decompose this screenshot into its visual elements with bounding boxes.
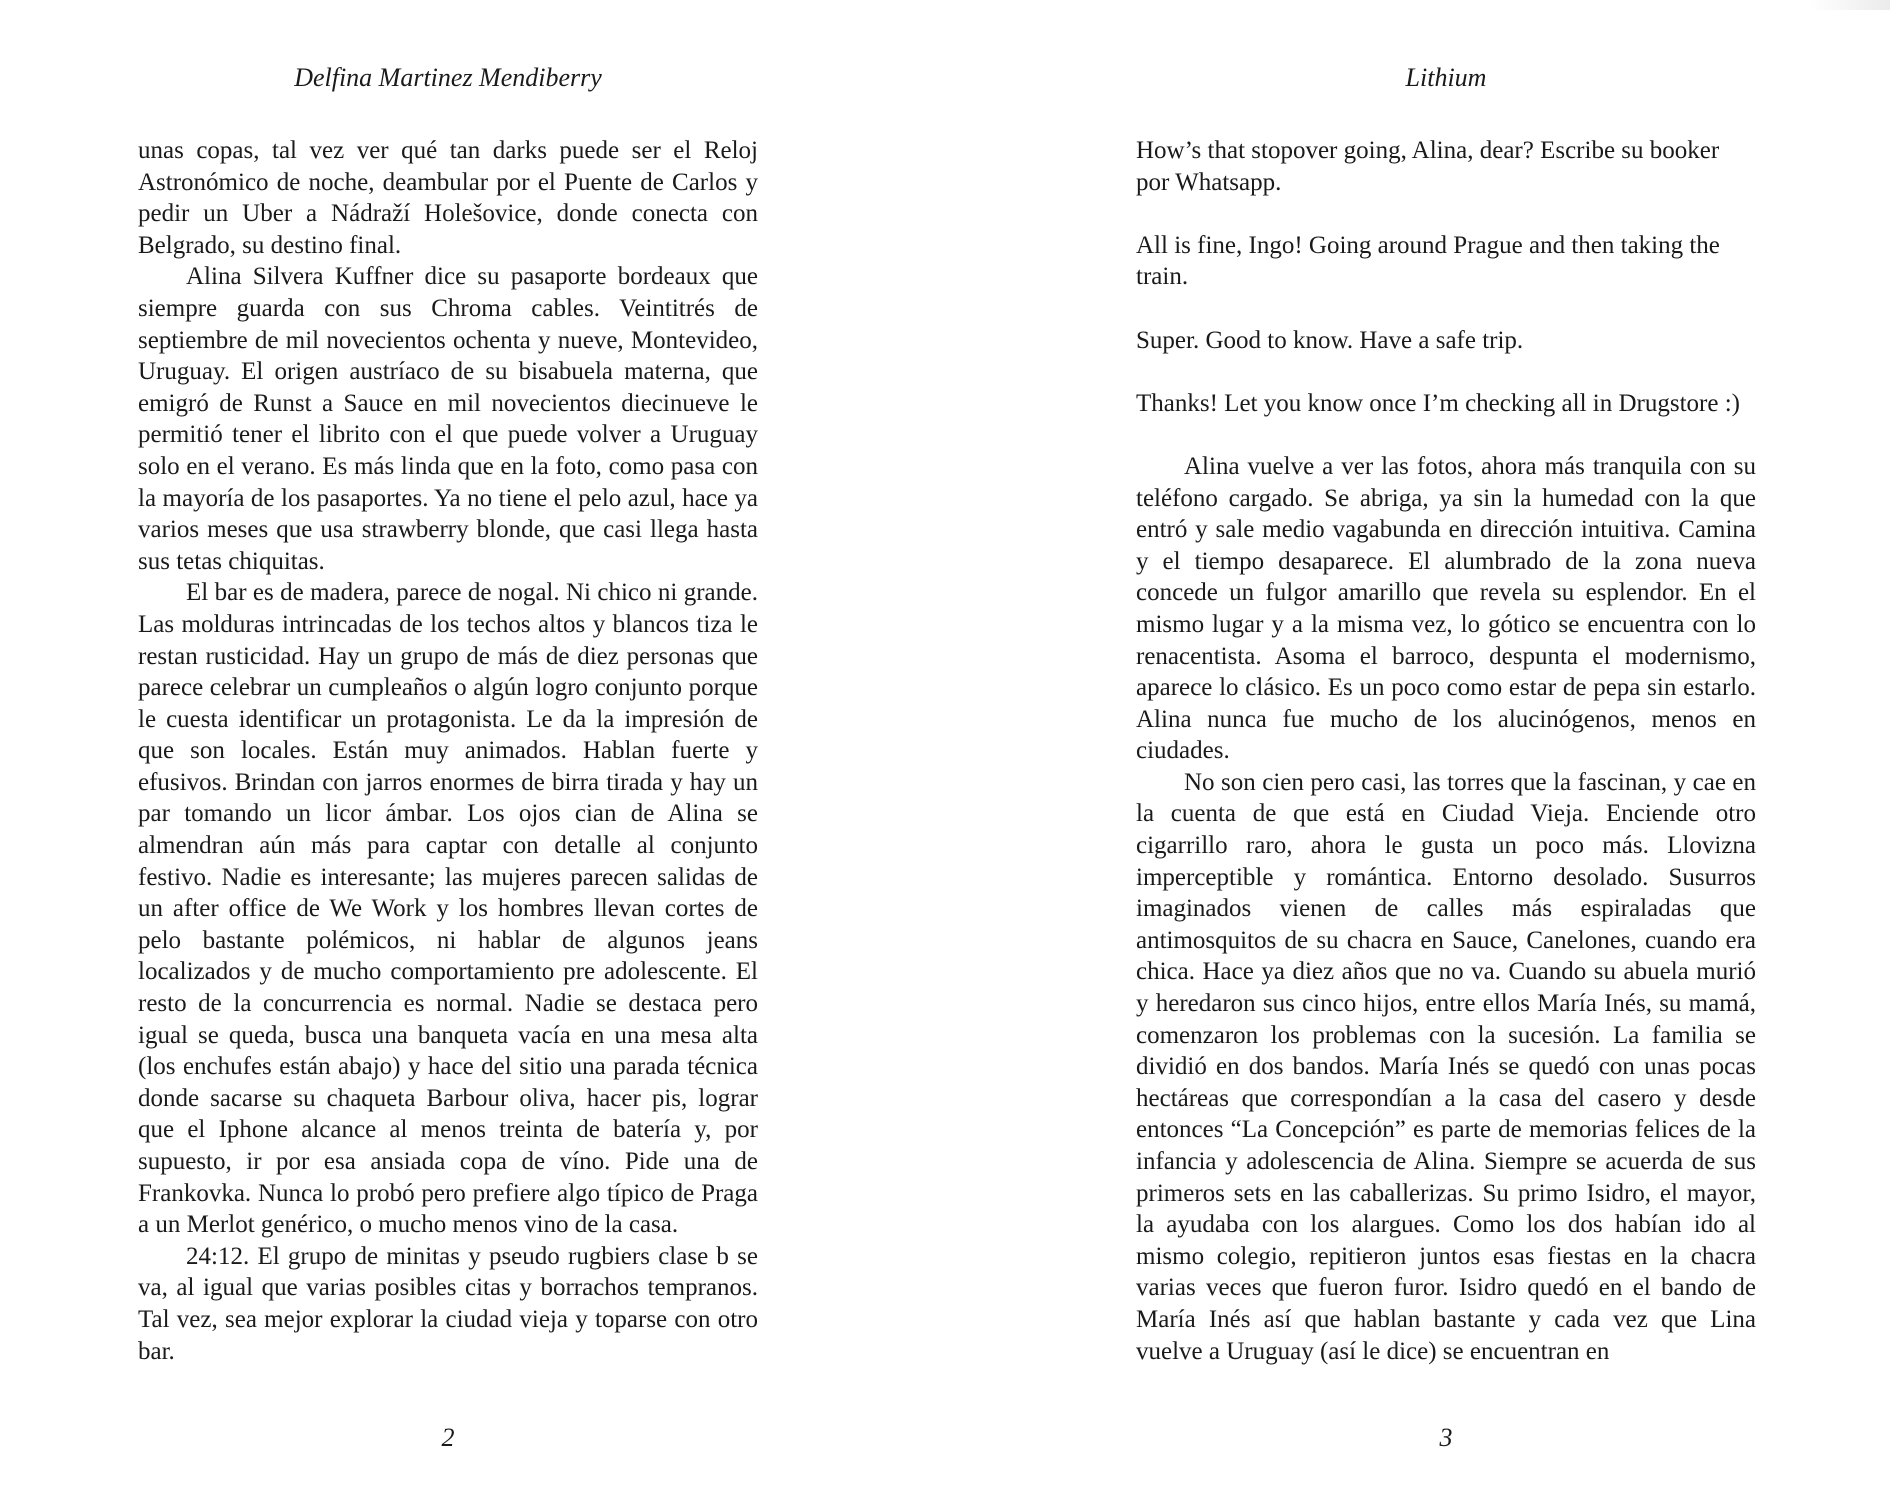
right-paragraph-2: No son cien pero casi, las torres que la fascinan, y cae en la cuenta de que está en Ciudad Vieja. Enciende otro cigarrillo raro, ahora le gusta un poco más. Llovizna imperceptible y romántica. Entorno desolado. Susurros imaginados vienen de calles más espiraladas que antimosquitos de su chacra en Sauce, Canelones, cuando era chica. Hace ya diez años que no va. Cuando su abuela murió y heredaron sus cinco hijos, entre ellos María Inés, su mamá, comenzaron los problemas con la sucesión. La familia se dividió en dos bandos. María Inés se quedó con unas pocas hectáreas que correspondían a la casa del casero y desde entonces “La Concepción” es parte de memorias felices de la infancia y adolescencia de Alina. Siempre se acuerda de sus primeros sets en las caballerizas. Su primo Isidro, el mayor, la ayudaba con los alargues. Como los dos habían ido al mismo colegio, repitieron juntos esas fiestas en la chacra varias veces que fueron furor. Isidro quedó en el bando de María Inés así que hablan bastante y cada vez que Lina vuelve a Uruguay (así le dice) se encuentran en [1136, 768, 1756, 1365]
left-page-number: 2 [441, 1423, 455, 1452]
left-paragraph-3: El bar es de madera, parece de nogal. Ni chico ni grande. Las molduras intrincadas de los techos altos y blancos tiza le restan rusticidad. Hay un grupo de más de diez personas que parece celebrar un cumpleaños o algún logro conjunto porque le cuesta identificar un protagonista. Le da la impresión de que son locales. Están muy animados. Hablan fuerte y efusivos. Brindan con jarros enormes de birra tirada y hay un par tomando un licor ámbar. Los ojos cian de Alina se almendran aún más para captar con detalle al conjunto festivo. Nadie es interesante; las mujeres parecen salidas de un after office de We Work y los hombres llevan cortes de pelo bastante polémicos, ni hablar de algunos jeans localizados y de mucho comportamiento pre adolescente. El resto de la concurrencia es normal. Nadie se destaca pero igual se queda, busca una banqueta vacía en una mesa alta (los enchufes están abajo) y hace del sitio una parada técnica donde sacarse su chaqueta Barbour oliva, hacer pis, lograr que el Iphone alcance al menos treinta de batería y, por supuesto, ir por esa ansiada copa de víno. Pide una de Frankovka. Nunca lo probó pero prefiere algo típico de Praga a un Merlot genérico, o mucho menos vino de la casa. [138, 579, 758, 1239]
left-paragraph-2: Alina Silvera Kuffner dice su pasaporte bordeaux que siempre guarda con sus Chroma cables. Veintitrés de septiembre de mil novecientos ochenta y nueve, Montevideo, Uruguay. El origen austríaco de su bisabuela materna, que emigró de Runst a Sauce en mil novecientos diecinueve le permitió tener el librito con el que puede volver a Uruguay solo en el verano. Es más linda que en la foto, como pasa con la mayoría de los pasaportes. Ya no tiene el pelo azul, hace ya varios meses que usa strawberry blonde, que casi llega hasta sus tetas chiquitas. [138, 263, 758, 575]
message-1: How’s that stopover going, Alina, dear? Escribe su booker por Whatsapp. [1136, 137, 1720, 196]
page-corner-shadow [1810, 0, 1890, 10]
left-body-text [138, 135, 758, 1367]
left-paragraph-1: unas copas, tal vez ver qué tan darks puede ser el Reloj Astronómico de noche, deambular por el Puente de Carlos y pedir un Uber a Nádraží Holešovice, donde conecta con Belgrado, su destino final. [138, 137, 758, 259]
left-running-head: Delfina Martinez Mendiberry [294, 63, 602, 92]
right-paragraph-1: Alina vuelve a ver las fotos, ahora más tranquila con su teléfono cargado. Se abriga, ya sin la humedad con la que entró y sale medio vagabunda en dirección intuitiva. Camina y el tiempo desaparece. El alumbrado de la zona nueva concede un fulgor amarillo que revela su esplendor. En el mismo lugar y a la misma vez, lo gótico se encuentra con lo renacentista. Asoma el barroco, despunta el modernismo, aparece lo clásico. Es un poco como estar de pepa sin estarlo. Alina nunca fue mucho de los alucinógenos, menos en ciudades. [1136, 452, 1756, 765]
message-2: All is fine, Ingo! Going around Prague and then taking the train. [1136, 231, 1720, 291]
right-running-head: Lithium [1405, 63, 1487, 92]
left-paragraph-4: 24:12. El grupo de minitas y pseudo rugbiers clase b se va, al igual que varias posibles citas y borrachos tempranos. Tal vez, sea mejor explorar la ciudad vieja y toparse con otro bar. [138, 1242, 758, 1365]
left-page [138, 0, 758, 1510]
message-3: Super. Good to know. Have a safe trip. [1136, 326, 1524, 354]
message-4: Thanks! Let you know once I’m checking all in Drugstore :) [1136, 389, 1740, 417]
right-page [1136, 0, 1756, 1510]
right-page-number: 3 [1439, 1423, 1453, 1452]
right-body-text [1136, 135, 1756, 1367]
